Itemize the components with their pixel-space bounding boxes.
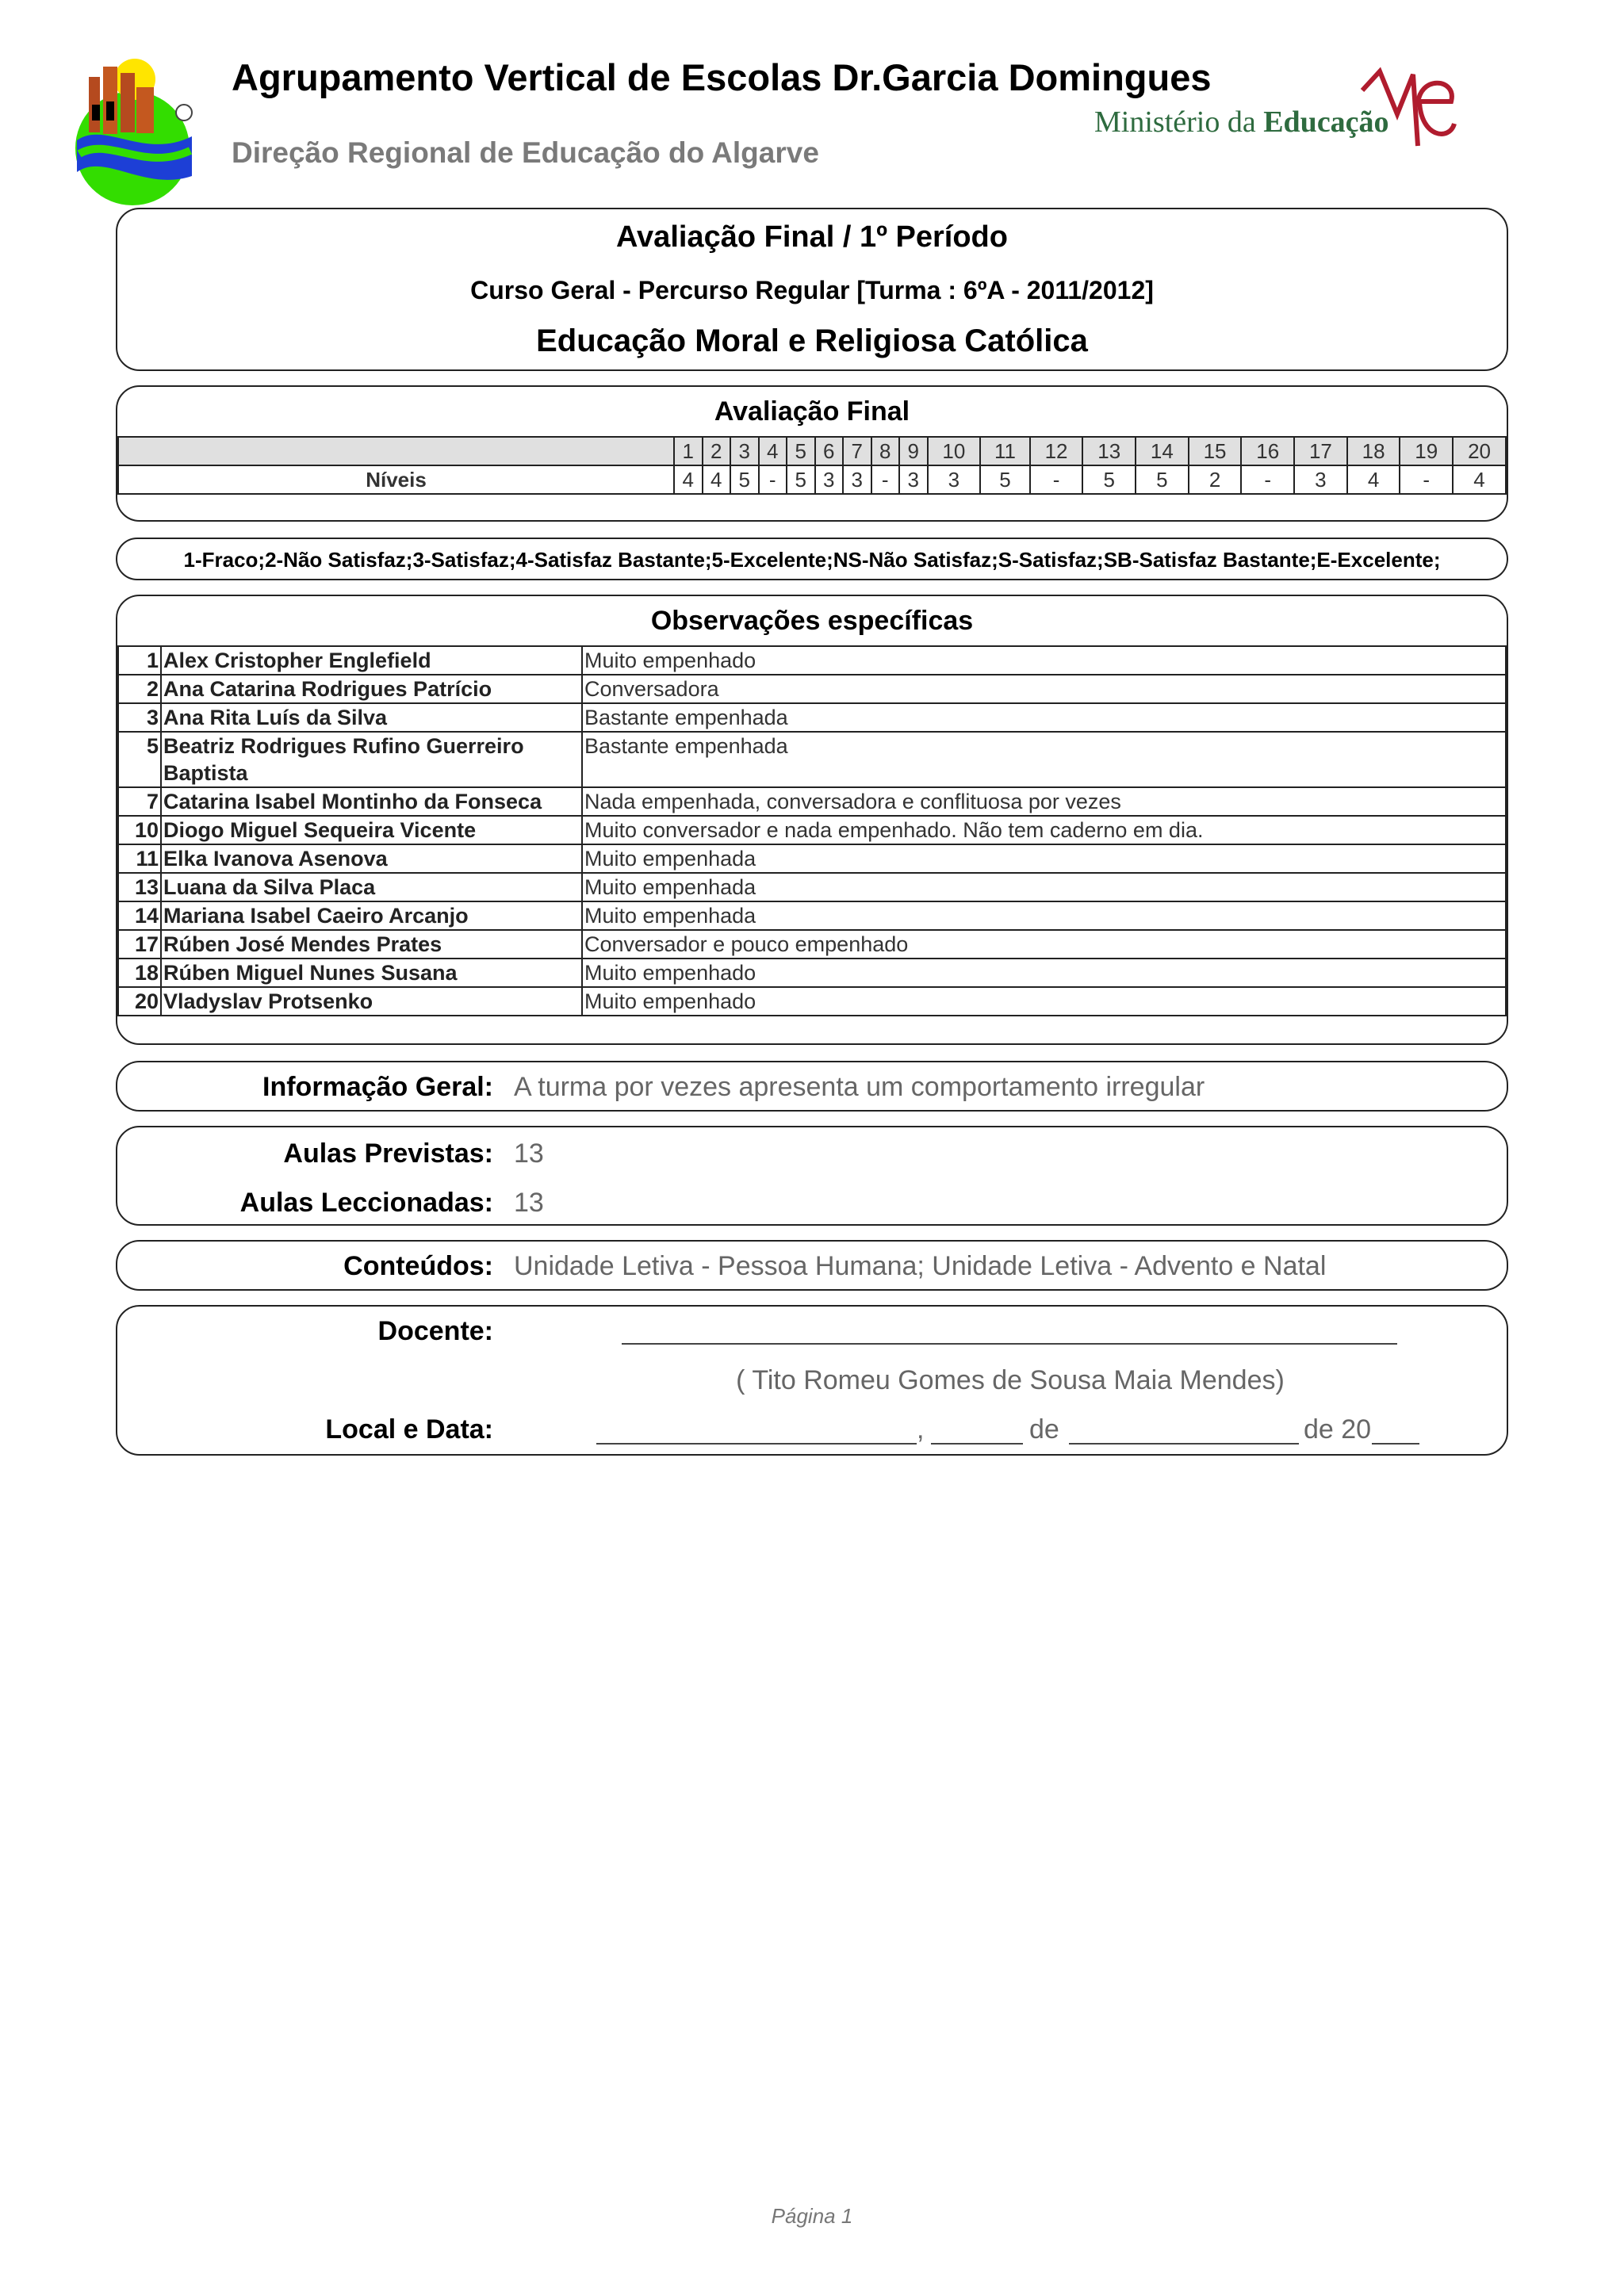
- level-cell-19: -: [1400, 465, 1453, 494]
- student-number-20: 20: [1453, 437, 1506, 465]
- level-cell-17: 3: [1294, 465, 1347, 494]
- levels-label: Níveis: [118, 465, 674, 494]
- level-cell-6: 3: [815, 465, 844, 494]
- student-number-6: 6: [815, 437, 844, 465]
- observation-row: [118, 816, 1506, 844]
- observation-note: Muito empenhado: [582, 959, 1506, 987]
- observation-note: Muito conversador e nada empenhado. Não tem caderno em dia.: [582, 816, 1506, 844]
- observation-name: Rúben Miguel Nunes Susana: [161, 959, 582, 987]
- observation-name: Elka Ivanova Asenova: [161, 844, 582, 873]
- observation-num: 7: [118, 787, 161, 816]
- grades-header-blank: [118, 437, 674, 465]
- student-number-9: 9: [899, 437, 928, 465]
- observation-row: [118, 901, 1506, 930]
- level-cell-2: 4: [703, 465, 731, 494]
- observation-name: Catarina Isabel Montinho da Fonseca: [161, 787, 582, 816]
- student-number-4: 4: [759, 437, 787, 465]
- level-cell-3: 5: [730, 465, 759, 494]
- observation-name: Rúben José Mendes Prates: [161, 930, 582, 959]
- course-heading: Curso Geral - Percurso Regular [Turma : 6ºA - 2011/2012]: [470, 276, 1154, 304]
- observation-num: 18: [118, 959, 161, 987]
- observation-name: Diogo Miguel Sequeira Vicente: [161, 816, 582, 844]
- observation-num: 14: [118, 901, 161, 930]
- lessons-box: [116, 1126, 1508, 1226]
- month-line: [1069, 1443, 1299, 1445]
- observation-note: Muito empenhado: [582, 987, 1506, 1016]
- level-cell-9: 3: [899, 465, 928, 494]
- school-title: Agrupamento Vertical de Escolas Dr.Garcia Domingues: [232, 56, 1212, 98]
- taught-lessons-label: Aulas Leccionadas:: [239, 1188, 493, 1218]
- level-cell-13: 5: [1082, 465, 1136, 494]
- planned-lessons-label: Aulas Previstas:: [283, 1138, 493, 1169]
- planned-lessons-value: 13: [514, 1138, 544, 1169]
- observation-num: 13: [118, 873, 161, 901]
- observation-num: 17: [118, 930, 161, 959]
- student-number-18: 18: [1347, 437, 1400, 465]
- teacher-name: ( Tito Romeu Gomes de Sousa Maia Mendes): [736, 1365, 1285, 1395]
- observation-note: Muito empenhado: [582, 646, 1506, 675]
- observation-row: [118, 844, 1506, 873]
- day-line: [931, 1443, 1023, 1445]
- ministry-me-icon: [1356, 67, 1459, 154]
- general-info-value: A turma por vezes apresenta um comportamento irregular: [514, 1072, 1205, 1102]
- level-cell-1: 4: [674, 465, 703, 494]
- observation-name: Alex Cristopher Englefield: [161, 646, 582, 675]
- observations-table: [117, 645, 1507, 1016]
- level-cell-5: 5: [787, 465, 815, 494]
- observation-num: 2: [118, 675, 161, 703]
- teacher-signature-line: [622, 1343, 1397, 1345]
- student-number-1: 1: [674, 437, 703, 465]
- grades-header-row: [118, 437, 1506, 465]
- place-de-1: de: [1029, 1414, 1059, 1445]
- student-number-13: 13: [1082, 437, 1136, 465]
- student-number-14: 14: [1136, 437, 1189, 465]
- level-cell-14: 5: [1136, 465, 1189, 494]
- summary-box: [116, 208, 1508, 371]
- observation-name: Ana Rita Luís da Silva: [161, 703, 582, 732]
- observation-note: Muito empenhada: [582, 873, 1506, 901]
- observation-row: [118, 646, 1506, 675]
- contents-label: Conteúdos:: [343, 1251, 493, 1281]
- observation-row: [118, 873, 1506, 901]
- contents-box: [116, 1240, 1508, 1291]
- place-date-label: Local e Data:: [325, 1414, 493, 1445]
- level-cell-8: -: [871, 465, 900, 494]
- student-number-15: 15: [1189, 437, 1242, 465]
- student-number-17: 17: [1294, 437, 1347, 465]
- ministry-logo: [1094, 67, 1475, 154]
- observation-note: Muito empenhada: [582, 844, 1506, 873]
- level-cell-16: -: [1241, 465, 1294, 494]
- student-number-3: 3: [730, 437, 759, 465]
- place-line: [596, 1443, 917, 1445]
- grades-table: [117, 436, 1507, 495]
- place-comma: ,: [917, 1414, 925, 1445]
- observation-row: [118, 787, 1506, 816]
- observation-note: Bastante empenhada: [582, 703, 1506, 732]
- observation-note: Muito empenhada: [582, 901, 1506, 930]
- observation-name: Beatriz Rodrigues Rufino Guerreiro Baptista: [161, 732, 582, 787]
- teacher-label: Docente:: [377, 1316, 493, 1346]
- year-line: [1372, 1443, 1419, 1445]
- school-logo: [73, 57, 200, 208]
- observation-num: 10: [118, 816, 161, 844]
- level-cell-4: -: [759, 465, 787, 494]
- grades-box: [116, 385, 1508, 522]
- observation-row: [118, 732, 1506, 787]
- observation-row: [118, 675, 1506, 703]
- observation-name: Vladyslav Protsenko: [161, 987, 582, 1016]
- student-number-19: 19: [1400, 437, 1453, 465]
- student-number-16: 16: [1241, 437, 1294, 465]
- observation-row: [118, 930, 1506, 959]
- level-cell-15: 2: [1189, 465, 1242, 494]
- general-info-box: [116, 1061, 1508, 1112]
- contents-value: Unidade Letiva - Pessoa Humana; Unidade Letiva - Advento e Natal: [514, 1251, 1327, 1281]
- ministry-text: Ministério da Educação: [1094, 105, 1389, 139]
- grades-levels-row: [118, 465, 1506, 494]
- observation-note: Nada empenhada, conversadora e conflituosa por vezes: [582, 787, 1506, 816]
- level-cell-20: 4: [1453, 465, 1506, 494]
- student-number-10: 10: [928, 437, 981, 465]
- observation-row: [118, 987, 1506, 1016]
- grading-legend: 1-Fraco;2-Não Satisfaz;3-Satisfaz;4-Satisfaz Bastante;5-Excelente;NS-Não Satisfaz;S-Satisfaz;SB-Satisfaz Bastante;E-Excelente;: [183, 548, 1441, 572]
- observation-name: Mariana Isabel Caeiro Arcanjo: [161, 901, 582, 930]
- observation-row: [118, 959, 1506, 987]
- signature-box: [116, 1305, 1508, 1456]
- observation-note: Conversadora: [582, 675, 1506, 703]
- observations-box: [116, 595, 1508, 1045]
- regional-direction: Direção Regional de Educação do Algarve: [232, 136, 819, 169]
- observation-name: Ana Catarina Rodrigues Patrício: [161, 675, 582, 703]
- level-cell-18: 4: [1347, 465, 1400, 494]
- observation-num: 5: [118, 732, 161, 787]
- observation-num: 20: [118, 987, 161, 1016]
- subject-heading: Educação Moral e Religiosa Católica: [536, 323, 1088, 358]
- grades-title: Avaliação Final: [714, 396, 910, 427]
- observation-row: [118, 703, 1506, 732]
- student-number-11: 11: [980, 437, 1030, 465]
- observation-num: 3: [118, 703, 161, 732]
- student-number-5: 5: [787, 437, 815, 465]
- level-cell-10: 3: [928, 465, 981, 494]
- observation-num: 1: [118, 646, 161, 675]
- observation-num: 11: [118, 844, 161, 873]
- student-number-12: 12: [1030, 437, 1083, 465]
- period-heading: Avaliação Final / 1º Período: [616, 220, 1008, 254]
- general-info-label: Informação Geral:: [262, 1072, 493, 1102]
- level-cell-12: -: [1030, 465, 1083, 494]
- student-number-7: 7: [843, 437, 871, 465]
- observation-name: Luana da Silva Placa: [161, 873, 582, 901]
- observations-title: Observações específicas: [650, 606, 974, 636]
- taught-lessons-value: 13: [514, 1188, 544, 1218]
- observation-note: Bastante empenhada: [582, 732, 1506, 787]
- student-number-8: 8: [871, 437, 900, 465]
- page-number: Página 1: [771, 2204, 853, 2228]
- place-de-2: de 20: [1304, 1414, 1372, 1445]
- level-cell-7: 3: [843, 465, 871, 494]
- student-number-2: 2: [703, 437, 731, 465]
- observation-note: Conversador e pouco empenhado: [582, 930, 1506, 959]
- legend-box: [116, 538, 1508, 580]
- level-cell-11: 5: [980, 465, 1030, 494]
